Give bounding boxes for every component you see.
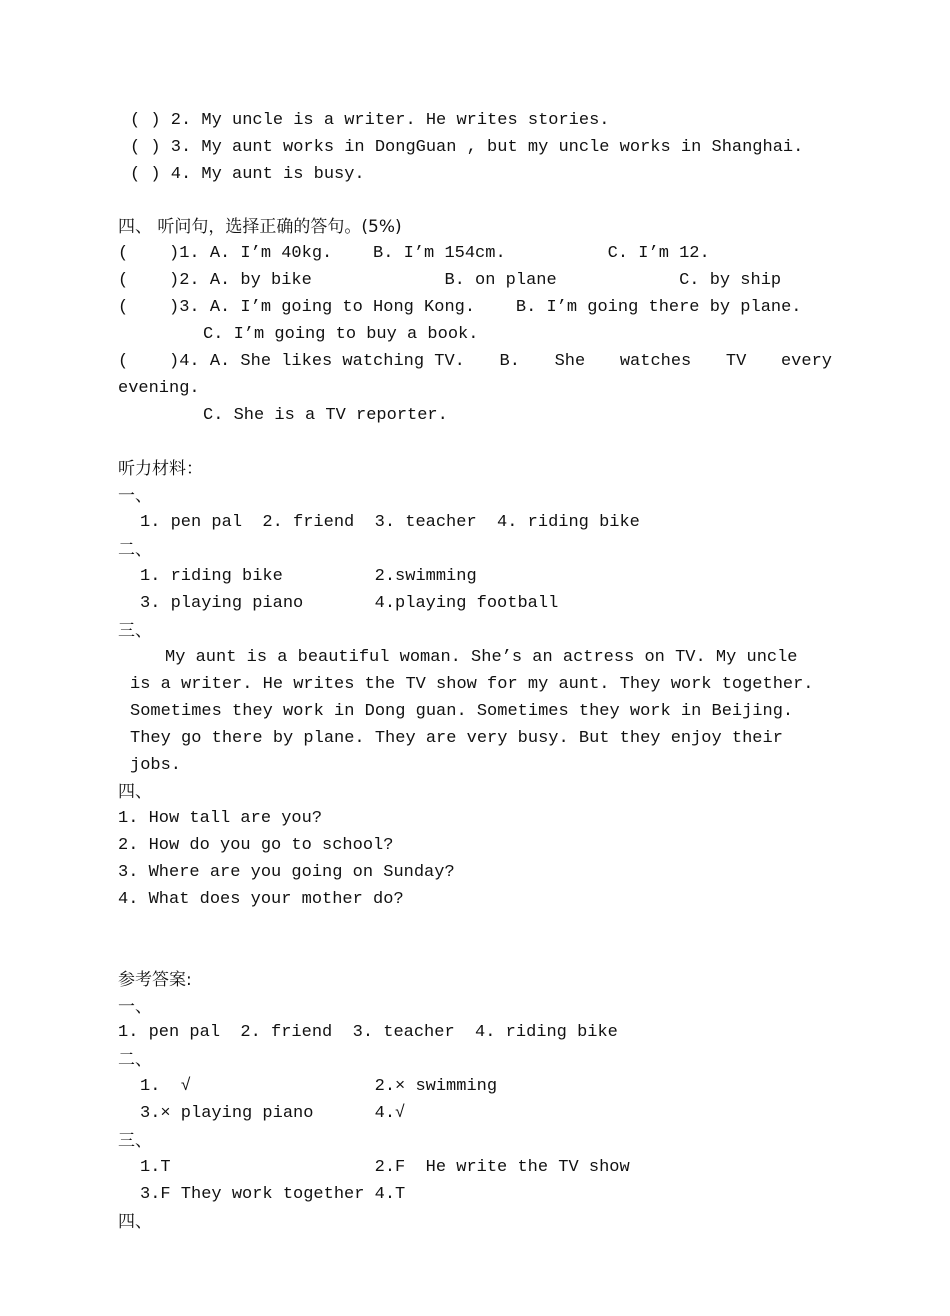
answer-part-two-line-2: 3.× playing piano 4.√ xyxy=(140,1104,406,1123)
listening-question: 4. What does your mother do? xyxy=(118,890,404,909)
answer-part-four-label: 四、 xyxy=(118,1212,152,1232)
answer-key-heading: 参考答案: xyxy=(118,970,192,990)
listening-part-one-label: 一、 xyxy=(118,486,152,506)
answer-part-three-line-1: 1.T 2.F He write the TV show xyxy=(140,1158,630,1177)
passage-line: Sometimes they work in Dong guan. Sometimes they work in Beijing. xyxy=(130,702,794,721)
passage-line: They go there by plane. They are very busy. But they enjoy their xyxy=(130,729,783,748)
question-4-option-b-continued: evening. xyxy=(118,379,200,398)
question-1-options: ( )1. A. I’m 40kg. B. I’m 154cm. C. I’m 12. xyxy=(118,244,710,263)
answer-part-one-label: 一、 xyxy=(118,997,152,1017)
question-4-options xyxy=(118,351,832,373)
listening-part-two-line-1: 1. riding bike 2.swimming xyxy=(140,567,477,586)
question-2-options: ( )2. A. by bike B. on plane C. by ship xyxy=(118,271,782,290)
passage-line: is a writer. He writes the TV show for my aunt. They work together. xyxy=(130,675,814,694)
listening-question: 2. How do you go to school? xyxy=(118,836,394,855)
listening-question: 1. How tall are you? xyxy=(118,809,323,828)
question-3-option-c: C. I’m going to buy a book. xyxy=(203,325,479,344)
listening-part-two-label: 二、 xyxy=(118,540,152,560)
true-false-item-4: ( ) 4. My aunt is busy. xyxy=(130,165,365,184)
answer-part-two-label: 二、 xyxy=(118,1050,152,1070)
question-3-options: ( )3. A. I’m going to Hong Kong. B. I’m going there by plane. xyxy=(118,298,802,317)
passage-line: jobs. xyxy=(130,756,182,775)
listening-question: 3. Where are you going on Sunday? xyxy=(118,863,455,882)
listening-part-one-words: 1. pen pal 2. friend 3. teacher 4. riding bike xyxy=(140,513,640,532)
listening-part-four-label: 四、 xyxy=(118,782,152,802)
question-4-option-a: ( )4. A. She likes watching TV. xyxy=(118,352,465,371)
question-4-word: TV xyxy=(725,352,747,371)
answer-part-one-line: 1. pen pal 2. friend 3. teacher 4. riding bike xyxy=(118,1023,618,1042)
section-four-heading: 四、 听问句，选择正确的答句。(5%) xyxy=(118,217,402,237)
true-false-item-3: ( ) 3. My aunt works in DongGuan , but my uncle works in Shanghai. xyxy=(130,138,804,157)
answer-part-two-line-1: 1. √ 2.× swimming xyxy=(140,1077,498,1096)
question-4-word: every xyxy=(780,352,832,371)
answer-part-three-line-2: 3.F They work together 4.T xyxy=(140,1185,406,1204)
listening-part-three-label: 三、 xyxy=(118,621,152,641)
question-4-option-b-letter: B. xyxy=(499,352,520,371)
question-4-option-c: C. She is a TV reporter. xyxy=(203,406,448,425)
passage-line: My aunt is a beautiful woman. She’s an actress on TV. My uncle xyxy=(165,648,798,667)
listening-material-heading: 听力材料： xyxy=(118,459,203,479)
true-false-item-2: ( ) 2. My uncle is a writer. He writes stories. xyxy=(130,111,610,130)
answer-part-three-label: 三、 xyxy=(118,1131,152,1151)
question-4-word: watches xyxy=(619,352,692,371)
question-4-word: She xyxy=(554,352,586,371)
listening-part-two-line-2: 3. playing piano 4.playing football xyxy=(140,594,559,613)
